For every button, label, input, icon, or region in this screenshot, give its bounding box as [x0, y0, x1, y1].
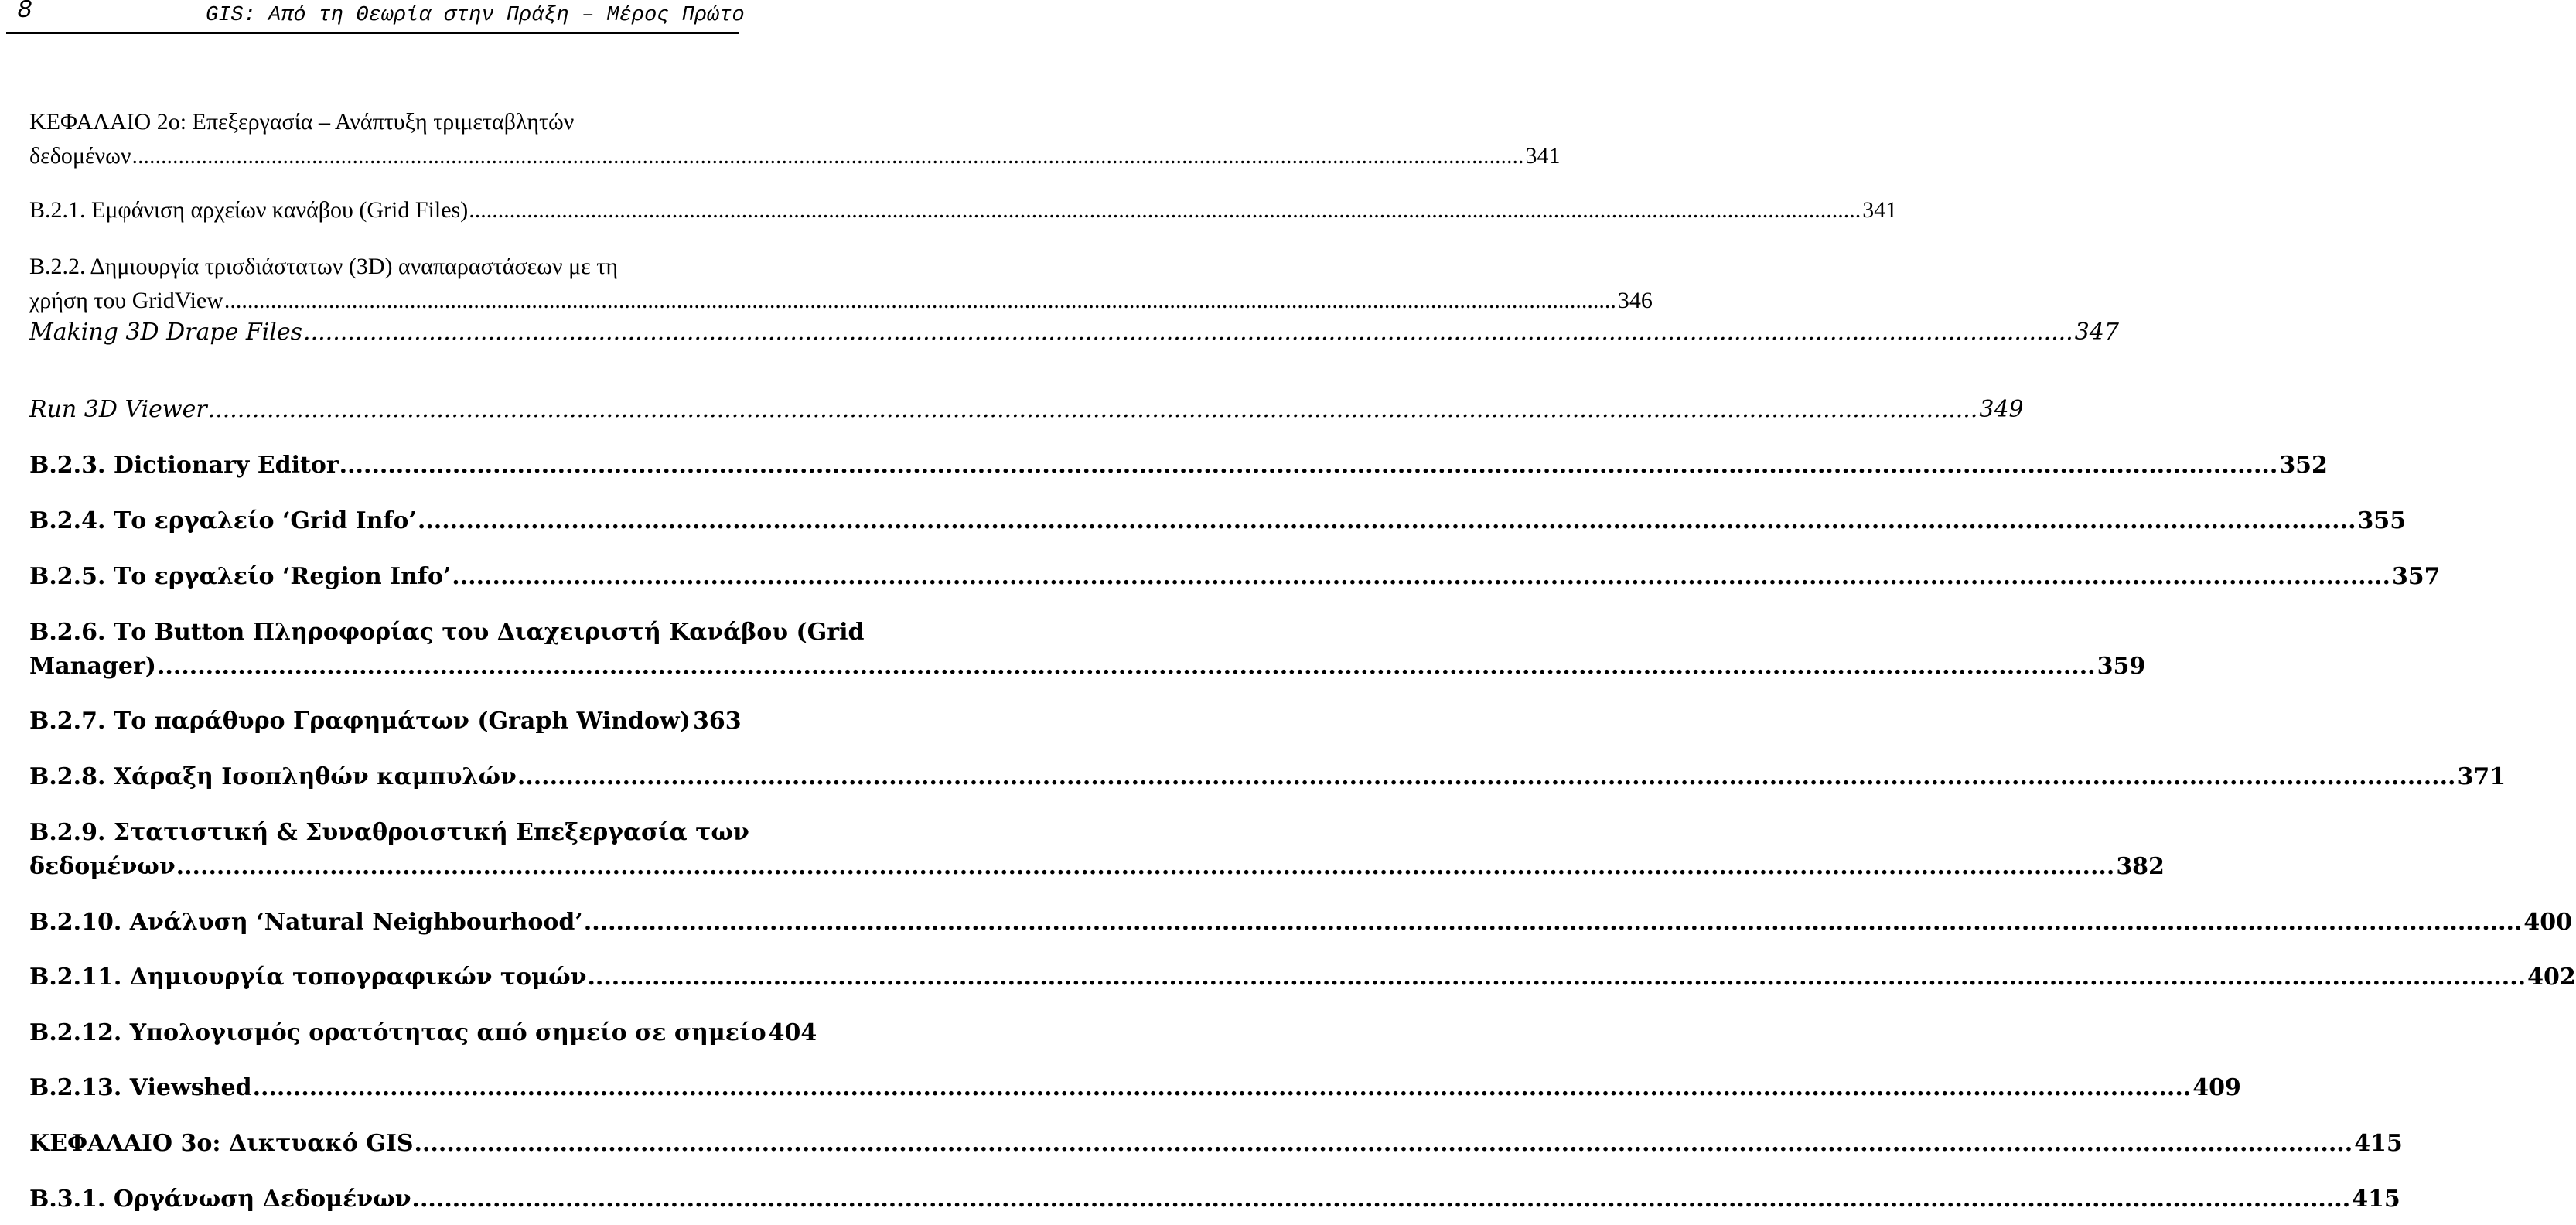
dot-leader: [208, 393, 1978, 427]
toc-page-number: 355: [2357, 507, 2407, 534]
toc-entry-b-2-1[interactable]: [29, 193, 1898, 227]
dot-leader: [584, 906, 2523, 940]
toc-entry-b-2-11[interactable]: [29, 961, 2576, 995]
dot-leader: [253, 1071, 2192, 1105]
toc-entry-b-2-12[interactable]: [29, 1016, 817, 1050]
dot-leader: [157, 650, 2096, 684]
toc-entry-title: Β.3.1. Οργάνωση Δεδομένων: [29, 1186, 411, 1213]
toc-entry-title-cont: χρήση του GridView: [29, 288, 223, 313]
toc-page-number: 371: [2457, 763, 2506, 790]
toc-page-number: 357: [2391, 563, 2441, 590]
toc-entry-title: Β.2.2. Δημιουργία τρισδιάστατων (3D) αναπαραστάσεων με τη: [29, 254, 619, 279]
toc-entry-b-2-5[interactable]: [29, 560, 2441, 594]
dot-leader: [339, 449, 2278, 483]
dot-leader: [303, 316, 2073, 350]
dot-leader: [131, 139, 1523, 173]
toc-entry-title: Β.2.4. Το εργαλείο ‘Grid Info’: [29, 507, 417, 534]
toc-entry-b-3-1[interactable]: [29, 1182, 2400, 1216]
toc-entry-title: Β.2.8. Χάραξη Ισοπληθών καμπυλών: [29, 763, 517, 790]
toc-entry-b-2-2[interactable]: [29, 250, 1653, 318]
toc-entry-title: Β.2.10. Ανάλυση ‘Natural Neighbourhood’: [29, 909, 583, 936]
toc-page-number: 341: [1862, 197, 1898, 223]
toc-entry-b-2-8[interactable]: [29, 760, 2506, 794]
toc-entry-title: Run 3D Viewer: [29, 396, 207, 423]
toc-entry-title: ΚΕΦΑΛΑΙΟ 3ο: Δικτυακό GIS: [29, 1130, 414, 1157]
toc-entry-b-2-10[interactable]: [29, 906, 2573, 940]
dot-leader: [452, 560, 2390, 594]
dot-leader: [517, 760, 2456, 794]
toc-entry-b-2-7[interactable]: [29, 705, 742, 739]
toc-entry-run-3d-viewer[interactable]: [29, 393, 2024, 427]
toc-entry-title: Β.2.11. Δημιουργία τοπογραφικών τομών: [29, 964, 587, 991]
toc-entry-making-3d-drape-files[interactable]: [29, 316, 2119, 350]
dot-leader: [587, 961, 2526, 995]
page-number: 8: [17, 0, 32, 25]
toc-page-number: 363: [693, 708, 742, 735]
toc-page-number: 409: [2192, 1074, 2241, 1101]
toc-entry-title: Β.2.6. Το Button Πληροφορίας του Διαχειριστή Κανάβου (Grid: [29, 619, 865, 646]
toc-page-number: 346: [1617, 288, 1653, 313]
toc-entry-title-cont: δεδομένων: [29, 143, 131, 169]
toc-entry-b-2-6[interactable]: [29, 616, 2146, 684]
dot-leader: [224, 284, 1616, 318]
toc-entry-title: Β.2.12. Υπολογισμός ορατότητας από σημείο σε σημείο: [29, 1019, 766, 1046]
toc-page-number: 415: [2354, 1130, 2403, 1157]
toc-page-number: 404: [768, 1019, 817, 1046]
toc-entry-b-2-9[interactable]: [29, 816, 2165, 884]
toc-entry-b-2-3[interactable]: [29, 449, 2328, 483]
toc-entry-b-2-4[interactable]: [29, 504, 2407, 538]
toc-entry-title-cont: Manager): [29, 653, 156, 680]
toc-page-number: 349: [1979, 396, 2024, 423]
toc-entry-chapter-3[interactable]: [29, 1127, 2403, 1161]
dot-leader: [469, 193, 1861, 227]
toc-entry-title: Β.2.1. Εμφάνιση αρχείων κανάβου (Grid Files): [29, 197, 469, 223]
toc-page-number: 347: [2074, 319, 2119, 346]
dot-leader: [412, 1182, 2351, 1216]
toc-page-number: 415: [2352, 1186, 2400, 1213]
toc-page-number: 402: [2527, 964, 2576, 991]
toc-entry-title: Β.2.9. Στατιστική & Συναθροιστική Επεξεργασία των: [29, 819, 749, 846]
toc-page-number: 341: [1525, 143, 1561, 169]
toc-entry-title-cont: δεδομένων: [29, 853, 176, 880]
toc-entry-title: Β.2.3. Dictionary Editor: [29, 452, 339, 479]
toc-entry-title: ΚΕΦΑΛΑΙΟ 2ο: Επεξεργασία – Ανάπτυξη τριμεταβλητών: [29, 109, 575, 135]
toc-entry-title: Β.2.13. Viewshed: [29, 1074, 252, 1101]
dot-leader: [418, 504, 2356, 538]
toc-entry-title: Making 3D Drape Files: [29, 319, 303, 346]
page-header: [6, 0, 745, 34]
dot-leader: [176, 850, 2115, 884]
toc-page-number: 400: [2523, 909, 2573, 936]
toc-entry-chapter-2[interactable]: [29, 105, 1561, 173]
toc-page-number: 359: [2097, 653, 2146, 680]
toc-entry-title: Β.2.7. Το παράθυρο Γραφημάτων (Graph Window): [29, 708, 691, 735]
book-title: GIS: Από τη Θεωρία στην Πράξη – Μέρος Πρώτο: [206, 4, 745, 27]
toc-entry-b-2-13[interactable]: [29, 1071, 2241, 1105]
toc-entry-title: Β.2.5. Το εργαλείο ‘Region Info’: [29, 563, 452, 590]
toc-page-number: 352: [2279, 452, 2328, 479]
toc-page-number: 382: [2116, 853, 2165, 880]
dot-leader: [415, 1127, 2353, 1161]
